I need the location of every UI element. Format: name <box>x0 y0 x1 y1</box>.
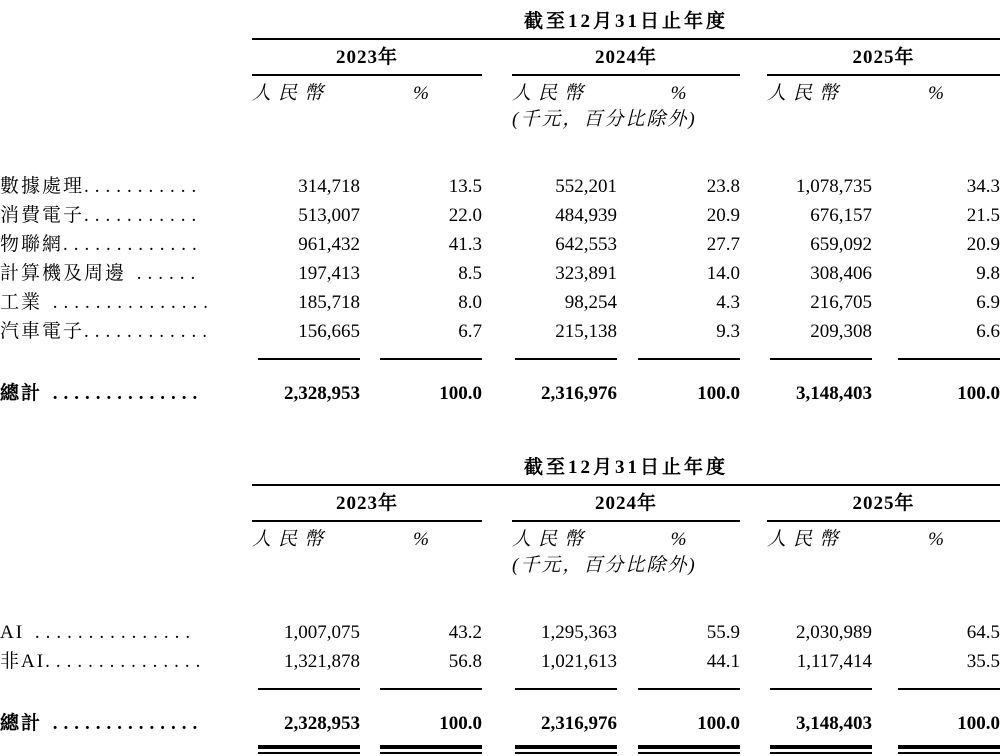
table-row <box>0 170 1000 199</box>
total-rmb-value: 3,148,403 <box>796 713 872 735</box>
rmb-value: 308,406 <box>810 263 872 285</box>
year-header-2024: 2024年 <box>594 493 657 515</box>
total-pct-value: 100.0 <box>697 713 740 735</box>
rmb-value: 1,021,613 <box>541 651 617 673</box>
pct-value: 20.9 <box>966 234 1000 256</box>
total-label: 總計 .............. <box>0 713 204 735</box>
row-label: 非AI............... <box>0 651 207 673</box>
table-row <box>0 257 1000 286</box>
leader-dots: ............ <box>84 321 214 343</box>
rmb-value: 1,007,075 <box>284 622 360 644</box>
total-pct-value: 100.0 <box>697 383 740 405</box>
rmb-value: 1,295,363 <box>541 622 617 644</box>
rmb-value: 552,201 <box>555 176 617 198</box>
row-label: 工業 ............... <box>0 292 215 314</box>
table-row <box>0 199 1000 228</box>
double-underline <box>258 745 360 754</box>
row-label: 計算機及周邊 ...... <box>0 263 202 285</box>
table-row <box>0 228 1000 257</box>
table-row <box>0 315 1000 344</box>
total-label: 總計 .............. <box>0 383 204 405</box>
double-underline <box>770 745 872 754</box>
total-pct-value: 100.0 <box>957 383 1000 405</box>
table-row <box>0 645 1000 674</box>
total-rmb-value: 3,148,403 <box>796 383 872 405</box>
leader-dots: ........... <box>84 205 203 227</box>
unit-note: (千元，百分比除外) <box>512 109 697 131</box>
total-pct-value: 100.0 <box>957 713 1000 735</box>
rmb-value: 484,939 <box>555 205 617 227</box>
rmb-value: 156,665 <box>298 321 360 343</box>
rmb-value: 961,432 <box>298 234 360 256</box>
row-label: 汽車電子............ <box>0 321 214 343</box>
rmb-value: 323,891 <box>555 263 617 285</box>
rmb-header: 人民幣 <box>767 529 846 551</box>
leader-dots: .............. <box>42 713 204 735</box>
row-label: AI ............... <box>0 622 197 644</box>
total-pct-value: 100.0 <box>439 713 482 735</box>
pct-value: 6.7 <box>458 321 482 343</box>
rmb-header: 人民幣 <box>512 83 591 105</box>
unit-note: (千元，百分比除外) <box>512 555 697 577</box>
pct-value: 23.8 <box>706 176 740 198</box>
year-header-2023: 2023年 <box>335 47 398 69</box>
percent-header: % <box>413 529 429 551</box>
rmb-value: 209,308 <box>810 321 872 343</box>
total-row <box>0 690 1000 736</box>
rmb-header: 人民幣 <box>767 83 846 105</box>
total-rmb-value: 2,316,976 <box>541 713 617 735</box>
pct-value: 9.8 <box>976 263 1000 285</box>
pct-value: 8.5 <box>458 263 482 285</box>
year-header-2025: 2025年 <box>852 493 915 515</box>
rmb-value: 676,157 <box>810 205 872 227</box>
revenue-by-ai-table <box>0 446 1000 754</box>
leader-dots: ........... <box>84 176 203 198</box>
rmb-value: 1,117,414 <box>796 651 872 673</box>
year-header-2024: 2024年 <box>594 47 657 69</box>
rmb-value: 1,321,878 <box>284 651 360 673</box>
pct-value: 55.9 <box>706 622 740 644</box>
total-rmb-value: 2,328,953 <box>284 713 360 735</box>
rmb-value: 216,705 <box>810 292 872 314</box>
table-row <box>0 286 1000 315</box>
rmb-header: 人民幣 <box>252 83 331 105</box>
percent-header: % <box>413 83 429 105</box>
pct-value: 41.3 <box>448 234 482 256</box>
pct-value: 64.5 <box>966 622 1000 644</box>
rmb-value: 98,254 <box>564 292 617 314</box>
leader-dots: ...... <box>126 263 202 285</box>
total-row <box>0 360 1000 406</box>
rmb-value: 642,553 <box>555 234 617 256</box>
double-underline <box>638 745 740 754</box>
rmb-value: 215,138 <box>555 321 617 343</box>
row-label: 物聯網............. <box>0 234 203 256</box>
year-header-2023: 2023年 <box>335 493 398 515</box>
leader-dots: ............... <box>24 622 197 644</box>
percent-header: % <box>670 529 687 551</box>
pct-value: 6.6 <box>976 321 1000 343</box>
rmb-header: 人民幣 <box>252 529 331 551</box>
pct-value: 21.5 <box>966 205 1000 227</box>
row-label: 消費電子........... <box>0 205 203 227</box>
table-row <box>0 616 1000 645</box>
total-rmb-value: 2,328,953 <box>284 383 360 405</box>
pct-value: 13.5 <box>448 176 482 198</box>
rmb-value: 2,030,989 <box>796 622 872 644</box>
rmb-value: 314,718 <box>298 176 360 198</box>
pct-value: 56.8 <box>448 651 482 673</box>
rmb-value: 185,718 <box>298 292 360 314</box>
period-header: 截至12月31日止年度 <box>524 457 729 479</box>
total-rmb-value: 2,316,976 <box>541 383 617 405</box>
pct-value: 34.3 <box>966 176 1000 198</box>
double-underline <box>898 745 1000 754</box>
pct-value: 43.2 <box>448 622 482 644</box>
leader-dots: ............... <box>45 651 207 673</box>
leader-dots: .............. <box>42 383 204 405</box>
double-underline <box>380 745 482 754</box>
pct-value: 35.5 <box>966 651 1000 673</box>
pct-value: 22.0 <box>448 205 482 227</box>
pct-value: 44.1 <box>706 651 740 673</box>
total-pct-value: 100.0 <box>439 383 482 405</box>
double-underline <box>515 745 617 754</box>
rmb-value: 197,413 <box>298 263 360 285</box>
rmb-value: 1,078,735 <box>796 176 872 198</box>
row-label: 數據處理........... <box>0 176 203 198</box>
rmb-value: 659,092 <box>810 234 872 256</box>
pct-value: 20.9 <box>706 205 740 227</box>
leader-dots: ............... <box>42 292 215 314</box>
pct-value: 9.3 <box>716 321 740 343</box>
pct-value: 6.9 <box>976 292 1000 314</box>
period-header: 截至12月31日止年度 <box>524 11 729 33</box>
pct-value: 8.0 <box>458 292 482 314</box>
pct-value: 14.0 <box>706 263 740 285</box>
rmb-value: 513,007 <box>298 205 360 227</box>
percent-header: % <box>928 83 944 105</box>
percent-header: % <box>928 529 944 551</box>
percent-header: % <box>670 83 687 105</box>
rmb-header: 人民幣 <box>512 529 591 551</box>
pct-value: 27.7 <box>706 234 740 256</box>
year-header-2025: 2025年 <box>852 47 915 69</box>
pct-value: 4.3 <box>716 292 740 314</box>
leader-dots: ............. <box>63 234 203 256</box>
